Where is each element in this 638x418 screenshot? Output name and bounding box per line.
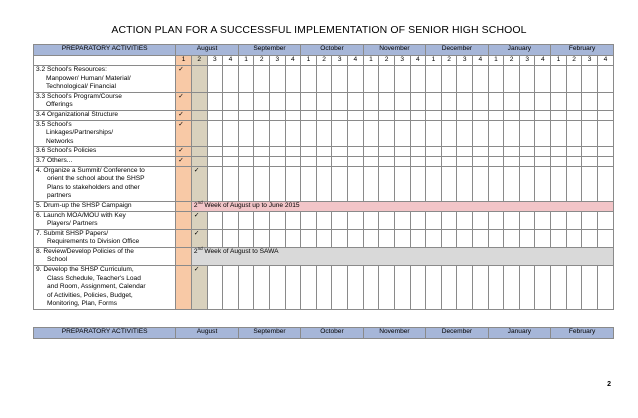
week-cell: 1	[426, 56, 442, 66]
month-february: February	[551, 328, 614, 339]
activity-cell: 3.2 School's Resources: Manpower/ Human/ Material/ Technological/ Financial	[34, 66, 176, 93]
table-row	[34, 120, 614, 147]
activity-cell: 7. Submit SHSP Papers/ Requirements to Division Office	[34, 229, 176, 247]
check-icon: ✓	[191, 266, 207, 310]
month-september: September	[238, 328, 300, 339]
month-november: November	[363, 45, 425, 56]
activity-cell: 9. Develop the SHSP Curriculum, Class Schedule, Teacher's Load and Room, Assignment, Calendar of Activities, Policies, Budget, Monitoring, Plan, Forms	[34, 266, 176, 310]
page-number: 2	[607, 381, 611, 388]
timeline-span-bar: 2nd Week of August to SAWA	[191, 247, 613, 265]
week-cell: 2	[316, 56, 332, 66]
check-icon: ✓	[176, 156, 192, 166]
week-cell: 4	[472, 56, 488, 66]
activity-cell: 6. Launch MOA/MOU with Key Players/ Partners	[34, 211, 176, 229]
week-cell: 3	[207, 56, 223, 66]
activity-cell: 8. Review/Develop Policies of the School	[34, 247, 176, 265]
week-cell: 2	[566, 56, 582, 66]
activity-cell: 5. Drum-up the SHSP Campaign	[34, 201, 176, 211]
activity-cell: 3.5 School's Linkages/Partnerships/ Networks	[34, 120, 176, 147]
week-cell: 4	[348, 56, 364, 66]
month-october: October	[301, 328, 363, 339]
month-november: November	[363, 328, 425, 339]
table-row	[34, 266, 614, 310]
week-cell: 1	[488, 56, 504, 66]
week-cell: 1	[551, 56, 567, 66]
table-row	[34, 156, 614, 166]
table-row	[34, 147, 614, 157]
activity-cell: 3.3 School's Program/Course Offerings	[34, 92, 176, 110]
check-icon: ✓	[191, 211, 207, 229]
month-august: August	[176, 45, 238, 56]
month-january: January	[488, 328, 550, 339]
table-row	[34, 229, 614, 247]
activity-cell: 4. Organize a Summit/ Conference to orient the school about the SHSP Plans to stakeholders and other partners	[34, 166, 176, 201]
month-december: December	[426, 328, 488, 339]
week-cell: 1	[363, 56, 379, 66]
week-row	[34, 56, 614, 66]
week-cell: 3	[269, 56, 285, 66]
week-cell: 1	[176, 56, 192, 66]
check-icon: ✓	[176, 110, 192, 120]
timeline-span-bar: 2nd Week of August up to June 2015	[191, 201, 613, 211]
header-row	[34, 45, 614, 56]
month-january: January	[488, 45, 550, 56]
week-cell: 4	[410, 56, 426, 66]
table-row	[34, 92, 614, 110]
table-row	[34, 247, 614, 265]
month-october: October	[301, 45, 363, 56]
activities-header: PREPARATORY ACTIVITIES	[34, 45, 176, 56]
week-cell: 2	[379, 56, 395, 66]
week-cell: 1	[238, 56, 254, 66]
table-row	[34, 201, 614, 211]
check-icon: ✓	[191, 166, 207, 201]
action-plan-table	[33, 44, 614, 339]
month-august: August	[176, 328, 238, 339]
check-icon: ✓	[176, 92, 192, 110]
check-icon: ✓	[176, 120, 192, 147]
month-december: December	[426, 45, 488, 56]
check-icon: ✓	[176, 147, 192, 157]
table-row	[34, 166, 614, 201]
month-september: September	[238, 45, 300, 56]
week-cell: 4	[597, 56, 613, 66]
week-cell: 3	[519, 56, 535, 66]
activity-cell: 3.4 Organizational Structure	[34, 110, 176, 120]
week-cell: 4	[223, 56, 239, 66]
repeated-header-row	[34, 328, 614, 339]
week-cell: 4	[535, 56, 551, 66]
week-cell: 4	[285, 56, 301, 66]
week-cell: 2	[441, 56, 457, 66]
week-cell: 3	[394, 56, 410, 66]
activities-header: PREPARATORY ACTIVITIES	[34, 328, 176, 339]
week-cell: 3	[582, 56, 598, 66]
week-cell: 2	[254, 56, 270, 66]
activity-cell: 3.6 School's Policies	[34, 147, 176, 157]
table-row	[34, 110, 614, 120]
week-cell: 2	[191, 56, 207, 66]
week-cell: 2	[504, 56, 520, 66]
check-icon: ✓	[176, 66, 192, 93]
week-cell: 3	[332, 56, 348, 66]
document-title: ACTION PLAN FOR A SUCCESSFUL IMPLEMENTATION OF SENIOR HIGH SCHOOL	[111, 24, 527, 36]
table-row	[34, 66, 614, 93]
check-icon: ✓	[191, 229, 207, 247]
week-cell: 1	[301, 56, 317, 66]
table-row	[34, 211, 614, 229]
week-cell: 3	[457, 56, 473, 66]
month-february: February	[551, 45, 614, 56]
activity-cell: 3.7 Others...	[34, 156, 176, 166]
